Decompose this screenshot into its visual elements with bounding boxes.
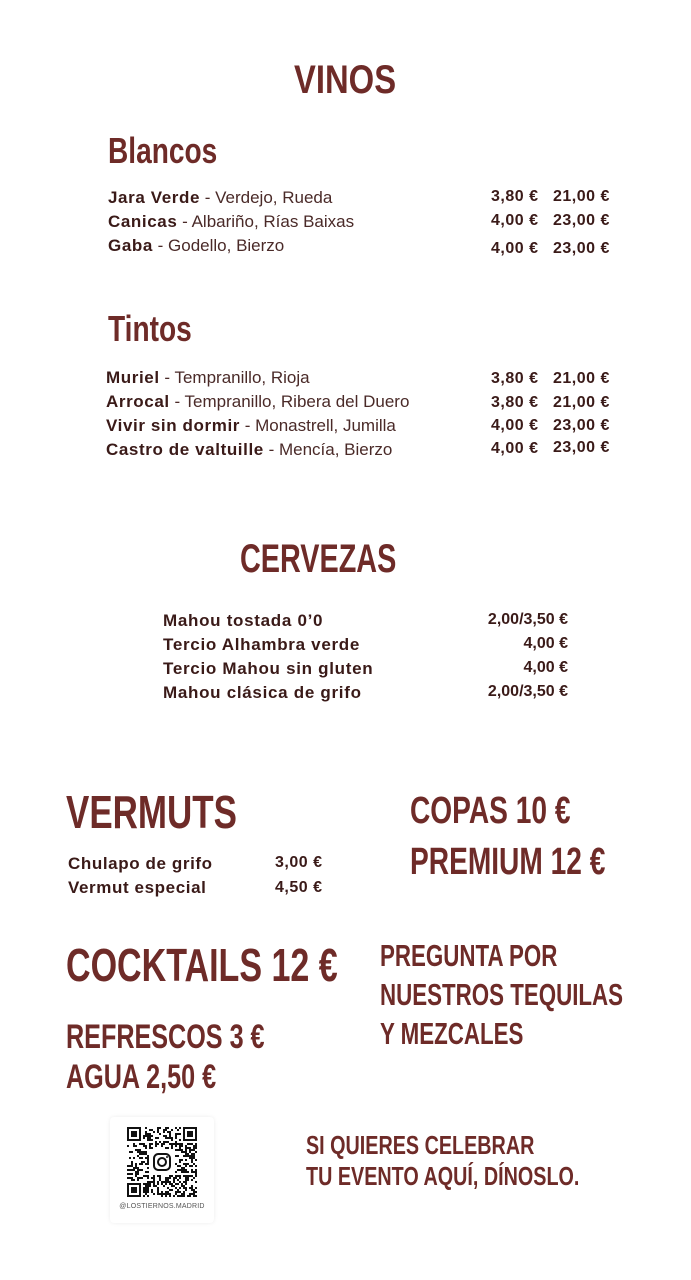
wine-price-glass: 4,00 € [491,440,539,457]
beer-price: 4,00 € [523,659,568,676]
event-note: SI QUIERES CELEBRAR TU EVENTO AQUÍ, DÍNOSLO. [306,1130,580,1191]
wine-price-bottle: 23,00 € [553,417,610,434]
vermut-name: Vermut especial [68,878,207,897]
wine-row: Vivir sin dormir - Monastrell, Jumilla [106,416,396,435]
wine-row: Gaba - Godello, Bierzo [108,236,285,255]
wine-price-bottle: 23,00 € [553,212,610,229]
wine-price-glass: 4,00 € [491,240,539,257]
wine-price-bottle: 23,00 € [553,439,610,456]
qr-code-icon[interactable] [127,1127,197,1197]
wine-price-glass: 3,80 € [491,370,539,387]
wine-price-bottle: 21,00 € [553,394,610,411]
vinos-title: VINOS [294,58,397,102]
copas-price: COPAS 10 € [410,790,571,832]
wine-price-glass: 4,00 € [491,212,539,229]
tintos-title: Tintos [108,308,192,349]
tequilas-note: PREGUNTA POR NUESTROS TEQUILAS Y MEZCALES [380,938,624,1051]
wine-price-glass: 3,80 € [491,188,539,205]
refrescos-price: REFRESCOS 3 € [66,1018,265,1056]
cervezas-title: CERVEZAS [240,537,397,581]
beer-name: Tercio Alhambra verde [163,635,361,654]
vermut-price: 3,00 € [275,854,323,871]
wine-row: Canicas - Albariño, Rías Baixas [108,212,355,231]
blancos-title: Blancos [108,130,218,171]
cocktails-price: COCKTAILS 12 € [66,939,338,991]
beer-price: 2,00/3,50 € [487,611,568,628]
beer-name: Mahou clásica de grifo [163,683,362,702]
vermut-name: Chulapo de grifo [68,854,213,873]
beer-name: Tercio Mahou sin gluten [163,659,374,678]
wine-row: Jara Verde - Verdejo, Rueda [108,188,333,207]
wine-row: Arrocal - Tempranillo, Ribera del Duero [106,392,410,411]
vermuts-title: VERMUTS [66,786,237,838]
wine-price-bottle: 21,00 € [553,188,610,205]
wine-price-bottle: 23,00 € [553,240,610,257]
wine-row: Castro de valtuille - Mencía, Bierzo [106,440,393,459]
wine-price-glass: 3,80 € [491,394,539,411]
agua-price: AGUA 2,50 € [66,1058,217,1096]
beer-price: 4,00 € [523,635,568,652]
instagram-icon [151,1151,173,1173]
qr-card[interactable] [110,1117,214,1223]
instagram-handle: @LOSTIERNOS.MADRID [119,1203,205,1210]
wine-price-glass: 4,00 € [491,417,539,434]
beer-name: Mahou tostada 0’0 [163,611,324,630]
vermut-price: 4,50 € [275,879,323,896]
wine-price-bottle: 21,00 € [553,370,610,387]
wine-row: Muriel - Tempranillo, Rioja [106,368,310,387]
beer-price: 2,00/3,50 € [487,683,568,700]
premium-price: PREMIUM 12 € [410,841,606,883]
